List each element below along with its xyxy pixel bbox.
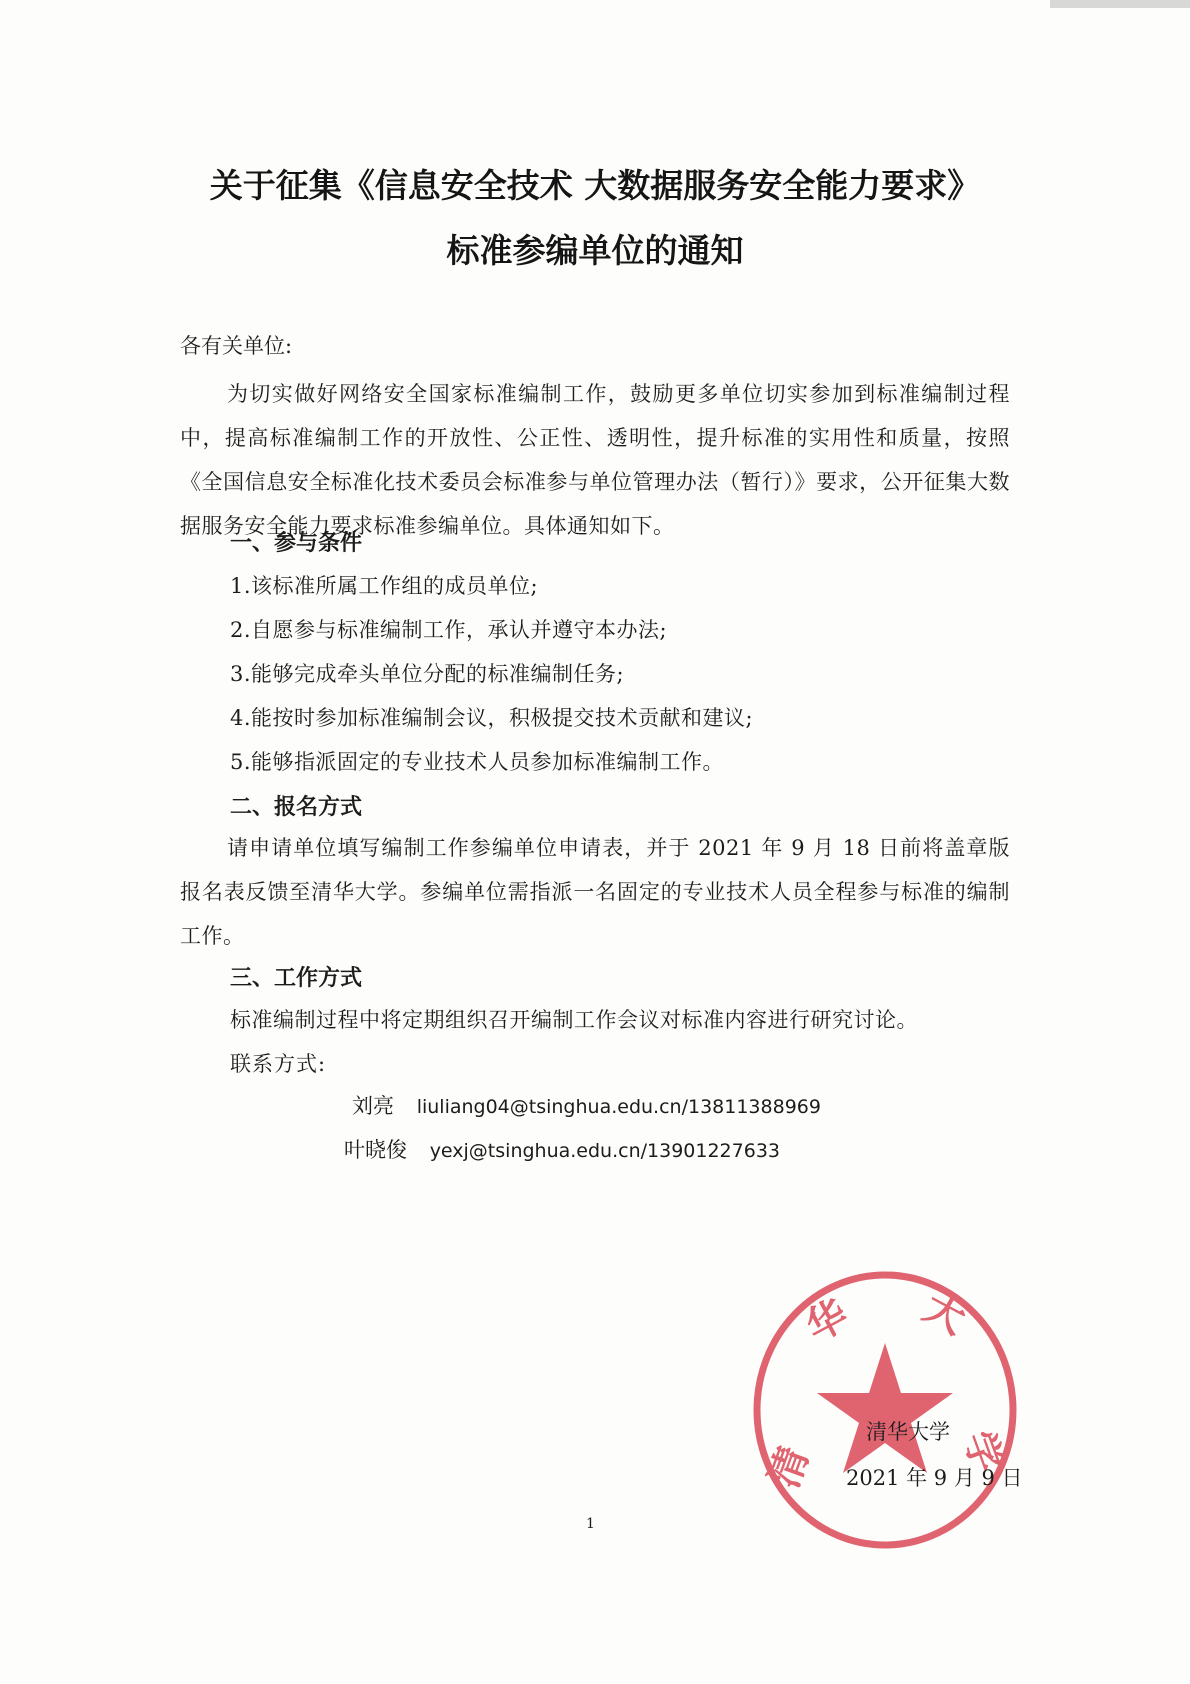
signature-org: 清华大学	[866, 1420, 950, 1444]
svg-text:大: 大	[916, 1283, 974, 1344]
condition-item-2: 2.自愿参与标准编制工作，承认并遵守本办法;	[230, 618, 668, 642]
section-3-heading: 三、工作方式	[230, 966, 363, 991]
section-1-heading: 一、参与条件	[230, 531, 363, 556]
condition-item-3: 3.能够完成牵头单位分配的标准编制任务;	[230, 662, 625, 686]
document-title-line-2: 标准参编单位的通知	[446, 231, 744, 270]
contact-name: 刘亮	[352, 1094, 394, 1118]
scan-edge-mark	[1050, 0, 1190, 8]
contact-row	[352, 1090, 821, 1120]
signature-date: 2021 年 9 月 9 日	[846, 1466, 1023, 1490]
contact-row	[344, 1134, 780, 1164]
page-number: 1	[586, 1516, 595, 1532]
section-2-paragraph: 请申请单位填写编制工作参编单位申请表，并于 2021 年 9 月 18 日前将盖章版报名表反馈至清华大学。参编单位需指派一名固定的专业技术人员全程参与标准的编制工作。	[180, 836, 1010, 948]
document-title-line-1: 关于征集《信息安全技术 大数据服务安全能力要求》	[209, 166, 981, 205]
intro-paragraph: 为切实做好网络安全国家标准编制工作，鼓励更多单位切实参加到标准编制过程中，提高标准编制工作的开放性、公正性、透明性，提升标准的实用性和质量，按照《全国信息安全标准化技术委员会标准参与单位管理办法（暂行）》要求，公开征集大数据服务安全能力要求标准参编单位。具体通知如下。	[180, 382, 1010, 538]
contact-info: liuliang04@tsinghua.edu.cn/13811388969	[416, 1096, 821, 1118]
svg-text:学: 学	[954, 1424, 1013, 1479]
condition-item-1: 1.该标准所属工作组的成员单位;	[230, 574, 539, 598]
svg-text:清: 清	[760, 1440, 819, 1495]
contacts-label: 联系方式:	[230, 1052, 327, 1076]
condition-item-5: 5.能够指派固定的专业技术人员参加标准编制工作。	[230, 750, 725, 774]
section-3-paragraph: 标准编制过程中将定期组织召开编制工作会议对标准内容进行研究讨论。	[230, 1008, 918, 1032]
contact-info: yexj@tsinghua.edu.cn/13901227633	[429, 1140, 780, 1162]
salutation: 各有关单位:	[180, 334, 293, 358]
condition-item-4: 4.能按时参加标准编制会议，积极提交技术贡献和建议;	[230, 706, 754, 730]
contact-name: 叶晓俊	[344, 1138, 407, 1162]
svg-text:华: 华	[798, 1290, 856, 1352]
official-seal	[745, 1265, 1025, 1555]
section-2-heading: 二、报名方式	[230, 795, 363, 820]
